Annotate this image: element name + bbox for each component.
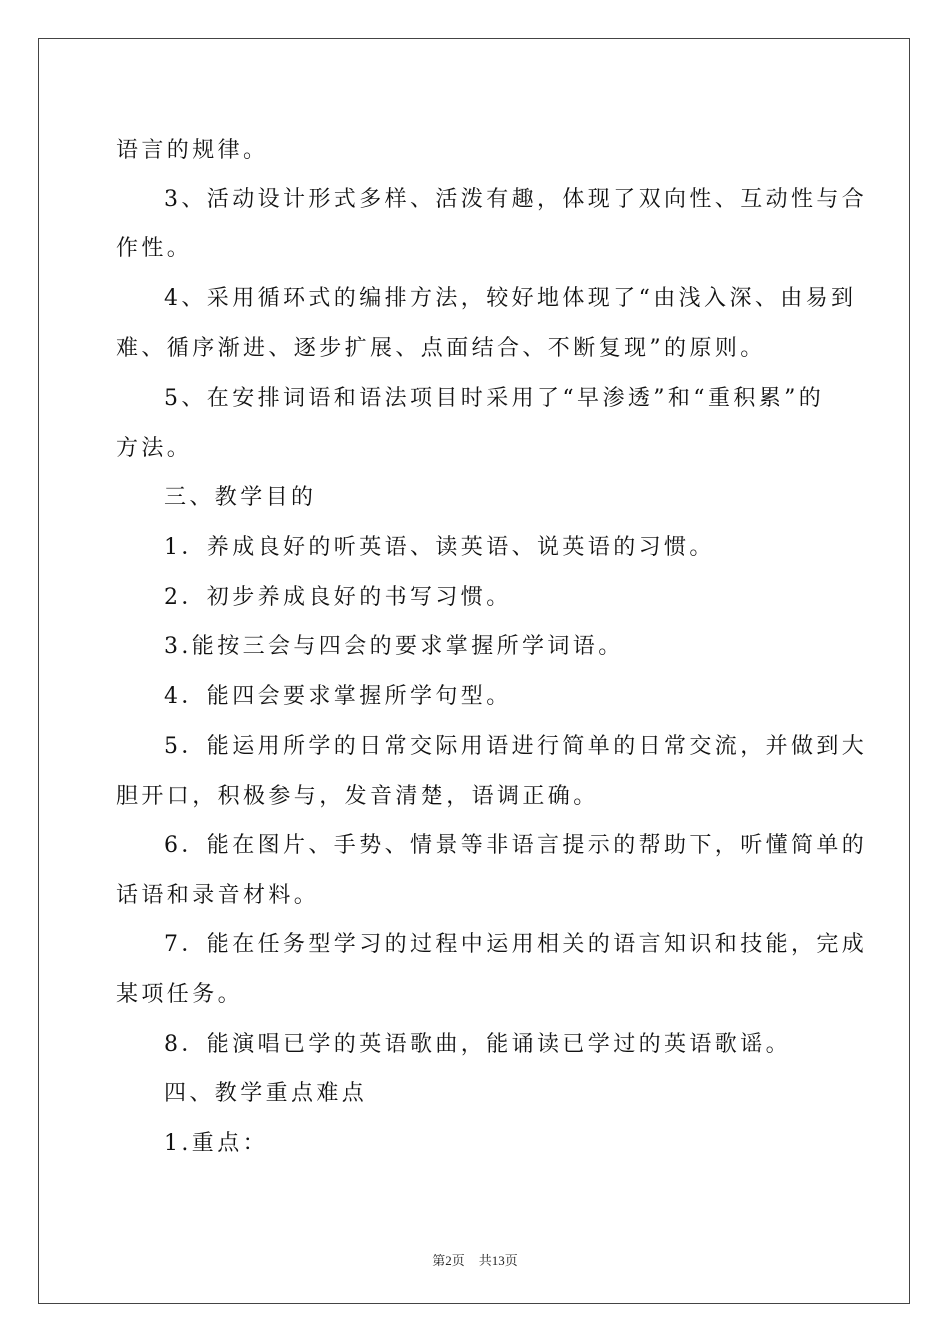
list-item: 7．能在任务型学习的过程中运用相关的语言知识和技能，完成	[164, 932, 868, 957]
page-footer	[0, 1250, 950, 1269]
paragraph-line: 话语和录音材料。	[116, 883, 320, 908]
list-item: 1．养成良好的听英语、读英语、说英语的习惯。	[164, 535, 715, 560]
paragraph-line: 5、在安排词语和语法项目时采用了“早渗透”和“重积累”的	[164, 386, 825, 411]
list-item: 6．能在图片、手势、情景等非语言提示的帮助下，听懂简单的	[164, 833, 868, 858]
page-number: 第2页	[432, 1253, 465, 1268]
paragraph-line: 难、循序渐进、逐步扩展、点面结合、不断复现”的原则。	[116, 336, 766, 361]
list-item: 4．能四会要求掌握所学句型。	[164, 684, 512, 709]
list-item: 1.重点：	[164, 1131, 268, 1156]
paragraph-line: 3、活动设计形式多样、活泼有趣，体现了双向性、互动性与合	[164, 187, 868, 212]
section-heading: 三、教学目的	[164, 485, 317, 510]
list-item: 5．能运用所学的日常交际用语进行简单的日常交流，并做到大	[164, 734, 868, 759]
page-border	[38, 38, 910, 1304]
paragraph-line: 语言的规律。	[116, 138, 269, 163]
list-item: 8．能演唱已学的英语歌曲，能诵读已学过的英语歌谣。	[164, 1032, 791, 1057]
paragraph-line: 某项任务。	[116, 982, 244, 1007]
paragraph-line: 方法。	[116, 436, 193, 461]
paragraph-line: 作性。	[116, 236, 193, 261]
list-item: 3.能按三会与四会的要求掌握所学词语。	[164, 634, 624, 659]
paragraph-line: 4、采用循环式的编排方法，较好地体现了“由浅入深、由易到	[164, 286, 857, 311]
list-item: 2．初步养成良好的书写习惯。	[164, 585, 512, 610]
section-heading: 四、教学重点难点	[164, 1081, 368, 1106]
page-total: 共13页	[478, 1253, 518, 1268]
paragraph-line: 胆开口，积极参与，发音清楚，语调正确。	[116, 784, 599, 809]
